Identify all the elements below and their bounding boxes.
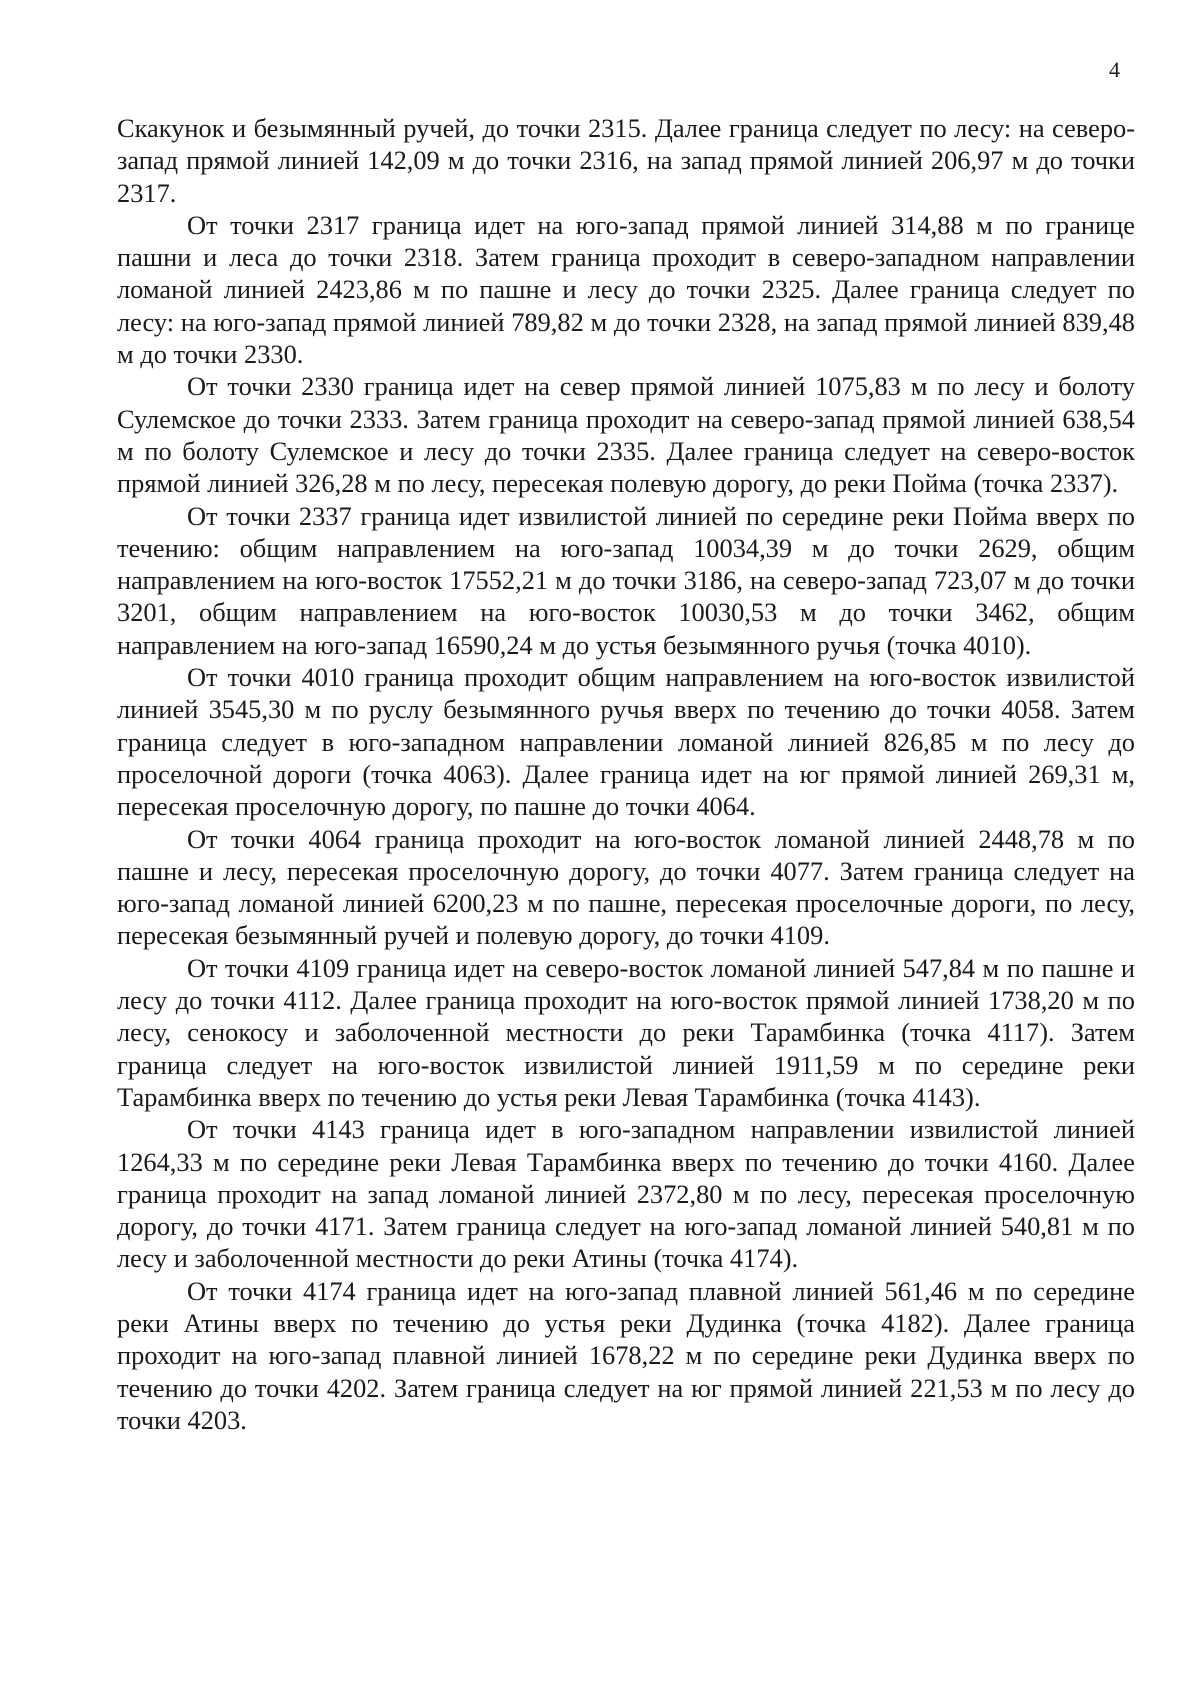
paragraph-continuation: Скакунок и безымянный ручей, до точки 2315. Далее граница следует по лесу: на северо-запад прямой линией 142,09 м до точки 2316, на запад прямой линией 206,97 м до точки 2317. (117, 113, 1135, 208)
document-body (117, 112, 1135, 1436)
paragraph-point-2337: От точки 2337 граница идет извилистой линией по середине реки Пойма вверх по течению: общим направлением на юго-запад 10034,39 м до точки 2629, общим направлением на юго-восток 17552,21 м до точки 3186, на северо-запад 723,07 м до точки 3201, общим направлением на юго-восток 10030,53 м до точки 3462, общим направлением на юго-запад 16590,24 м до устья безымянного ручья (точка 4010). (117, 500, 1135, 660)
paragraph-point-4010: От точки 4010 граница проходит общим направлением на юго-восток извилистой линией 3545,30 м по руслу безымянного ручья вверх по течению до точки 4058. Затем граница следует в юго-западном направлении ломаной линией 826,85 м по лесу до проселочной дороги (точка 4063). Далее граница идет на юг прямой линией 269,31 м, пересекая проселочную дорогу, по пашне до точки 4064. (117, 662, 1135, 822)
paragraph-point-4064: От точки 4064 граница проходит на юго-восток ломаной линией 2448,78 м по пашне и лесу, пересекая проселочную дорогу, до точки 4077. Затем граница следует на юго-запад ломаной линией 6200,23 м по пашне, пересекая проселочные дороги, по лесу, пересекая безымянный ручей и полевую дорогу, до точки 4109. (117, 823, 1135, 951)
paragraph-point-4109: От точки 4109 граница идет на северо-восток ломаной линией 547,84 м по пашне и лесу до точки 4112. Далее граница проходит на юго-восток прямой линией 1738,20 м по лесу, сенокосу и заболоченной местности до реки Тарамбинка (точка 4117). Затем граница следует на юго-восток извилистой линией 1911,59 м по середине реки Тарамбинка вверх по течению до устья реки Левая Тарамбинка (точка 4143). (117, 952, 1135, 1112)
paragraph-point-4143: От точки 4143 граница идет в юго-западном направлении извилистой линией 1264,33 м по середине реки Левая Тарамбинка вверх по течению до точки 4160. Далее граница проходит на запад ломаной линией 2372,80 м по лесу, пересекая проселочную дорогу, до точки 4171. Затем граница следует на юго-запад ломаной линией 540,81 м по лесу и заболоченной местности до реки Атины (точка 4174). (117, 1114, 1135, 1274)
paragraph-point-2330: От точки 2330 граница идет на север прямой линией 1075,83 м по лесу и болоту Сулемское до точки 2333. Затем граница проходит на северо-запад прямой линией 638,54 м по болоту Сулемское и лесу до точки 2335. Далее граница следует на северо-восток прямой линией 326,28 м по лесу, пересекая полевую дорогу, до реки Пойма (точка 2337). (117, 371, 1135, 499)
page-number: 4 (1109, 57, 1120, 82)
paragraph-point-4174: От точки 4174 граница идет на юго-запад плавной линией 561,46 м по середине реки Атины вверх по течению до устья реки Дудинка (точка 4182). Далее граница проходит на юго-запад плавной линией 1678,22 м по середине реки Дудинка вверх по течению до точки 4202. Затем граница следует на юг прямой линией 221,53 м по лесу до точки 4203. (117, 1275, 1135, 1435)
paragraph-point-2317: От точки 2317 граница идет на юго-запад прямой линией 314,88 м по границе пашни и леса до точки 2318. Затем граница проходит в северо-западном направлении ломаной линией 2423,86 м по пашне и лесу до точки 2325. Далее граница следует по лесу: на юго-запад прямой линией 789,82 м до точки 2328, на запад прямой линией 839,48 м до точки 2330. (117, 209, 1135, 370)
